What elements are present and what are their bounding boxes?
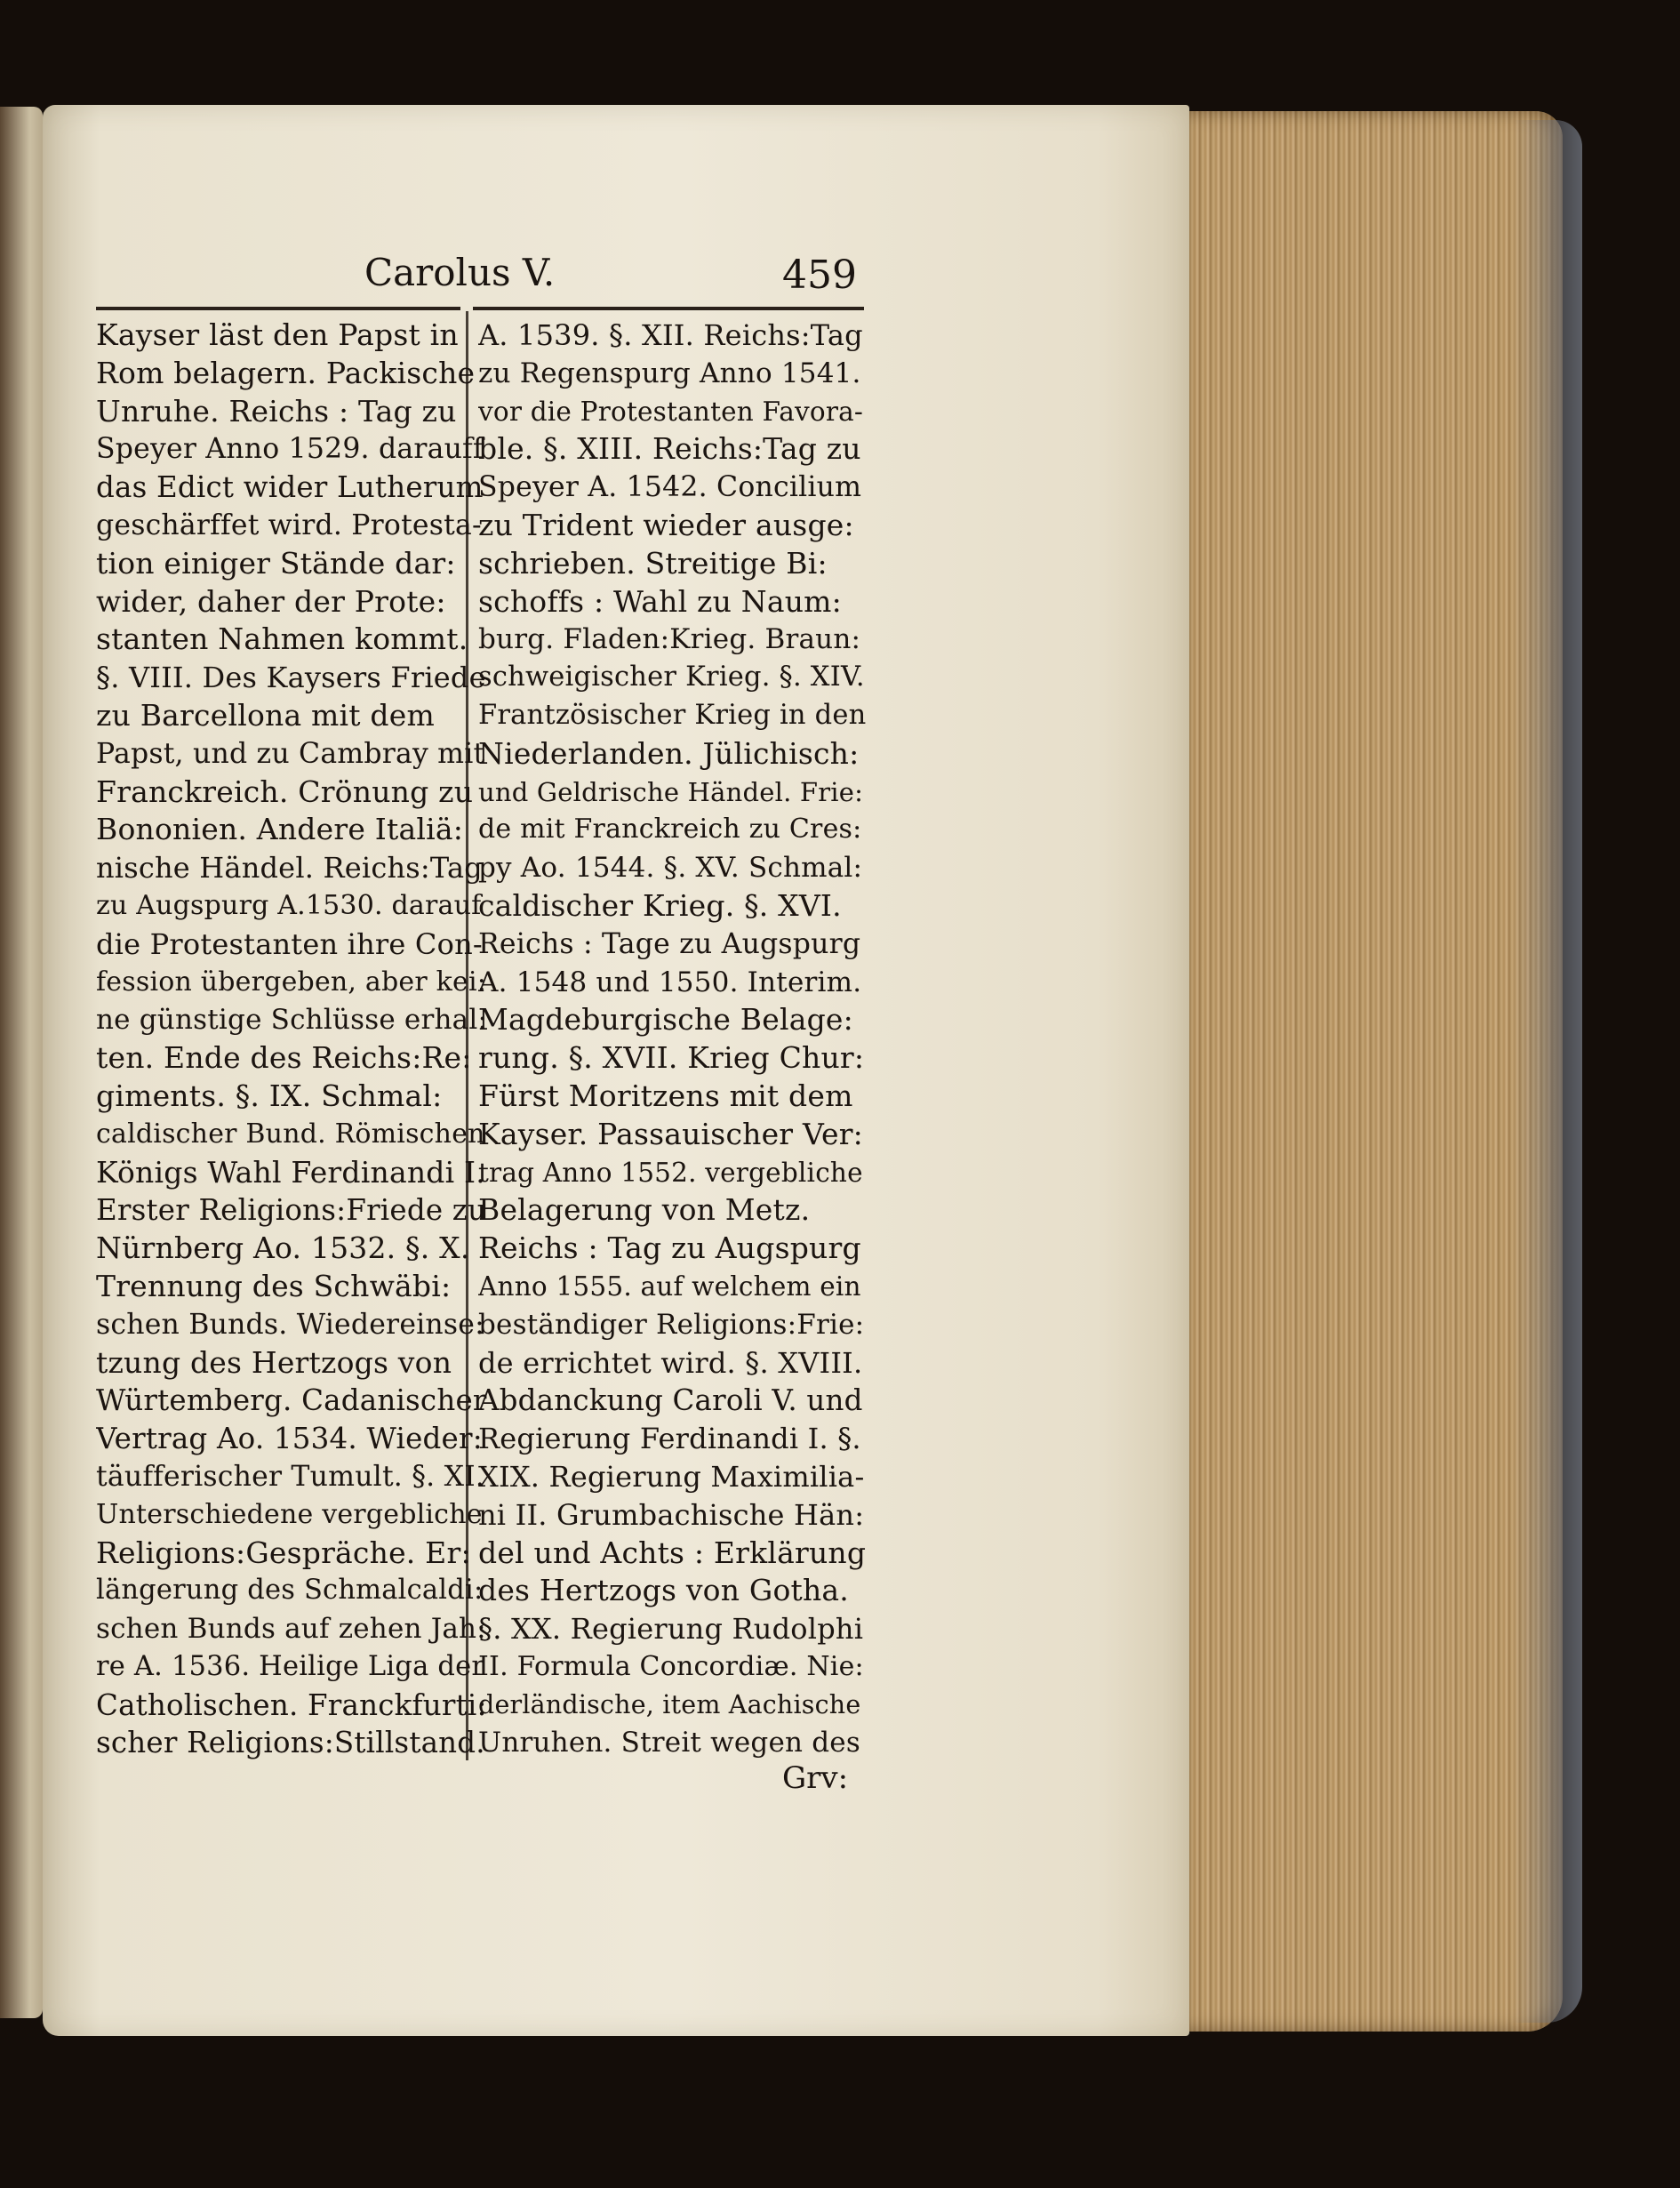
text-line: de errichtet wird. §. XVIII. (478, 1345, 863, 1380)
text-line: Speyer Anno 1529. darauff (96, 433, 484, 466)
text-line: stanten Nahmen kommt. (96, 621, 468, 657)
text-line: XIX. Regierung Maximilia- (478, 1459, 865, 1494)
text-line: py Ao. 1544. §. XV. Schmal: (478, 852, 863, 885)
facing-page-edge (0, 107, 43, 2018)
text-line: Belagerung von Metz. (478, 1192, 811, 1228)
text-line: Anno 1555. auf welchem ein (478, 1270, 861, 1302)
text-line: A. 1539. §. XII. Reichs:Tag (478, 318, 863, 352)
text-line: tzung des Hertzogs von (96, 1344, 452, 1380)
text-line: burg. Fladen:Krieg. Braun: (478, 623, 861, 656)
text-line: Unruhen. Streit wegen des (478, 1727, 860, 1759)
text-line: zu Trident wieder ausge: (478, 507, 854, 542)
text-line: caldischer Bund. Römischen (96, 1118, 485, 1150)
text-line: Erster Religions:Friede zu (96, 1193, 487, 1228)
text-line: Fürst Moritzens mit dem (478, 1078, 853, 1113)
catchword: Grv: (782, 1760, 849, 1796)
text-line: das Edict wider Lutherum (96, 470, 484, 505)
text-line: Papst, und zu Cambray mit (96, 737, 485, 770)
text-line: §. XX. Regierung Rudolphi (478, 1612, 864, 1647)
text-line: beständiger Religions:Frie: (478, 1308, 865, 1341)
text-line: giments. §. IX. Schmal: (96, 1078, 443, 1113)
text-line: Religions:Gespräche. Er: (96, 1535, 471, 1570)
text-line: ble. §. XIII. Reichs:Tag zu (478, 431, 861, 467)
text-line: ten. Ende des Reichs:Re: (96, 1040, 472, 1076)
text-line: Magdeburgische Belage: (478, 1002, 853, 1038)
text-line: Würtemberg. Cadanischer (96, 1383, 487, 1418)
running-title: Carolus V. (364, 251, 556, 294)
text-line: Königs Wahl Ferdinandi I. (96, 1154, 485, 1190)
text-line: geschärffet wird. Protesta- (96, 509, 482, 541)
header-rule-left (96, 307, 460, 310)
text-line: Kayser läst den Papst in (96, 317, 459, 352)
header-rule-right (473, 307, 864, 310)
text-line: zu Barcellona mit dem (96, 697, 435, 733)
text-line: Frantzösischer Krieg in den (478, 699, 866, 731)
text-line: schen Bunds auf zehen Jah: (96, 1613, 486, 1646)
text-line: Abdanckung Caroli V. und (478, 1383, 863, 1418)
text-line: wider, daher der Prote: (96, 583, 446, 619)
text-line: fession übergeben, aber kei: (96, 966, 487, 998)
text-line: Catholischen. Franckfurti: (96, 1687, 487, 1722)
text-line: §. VIII. Des Kaysers Friede (96, 661, 486, 695)
text-line: die Protestanten ihre Con- (96, 926, 483, 961)
text-line: Franckreich. Crönung zu (96, 773, 474, 809)
text-line: Rom belagern. Packische (96, 355, 476, 390)
text-line: scher Religions:Stillstand. (96, 1726, 485, 1760)
book-page-edges (1189, 111, 1563, 2032)
page-header (356, 251, 862, 304)
text-line: del und Achts : Erklärung (478, 1535, 866, 1570)
text-line: vor die Protestanten Favora- (478, 396, 864, 427)
text-line: zu Regenspurg Anno 1541. (478, 357, 861, 389)
text-line: Reichs : Tag zu Augspurg (478, 1230, 861, 1266)
text-column-right (478, 317, 866, 1762)
text-line: caldischer Krieg. §. XVI. (478, 887, 842, 923)
text-column-left (96, 317, 487, 1762)
text-line: nische Händel. Reichs:Tag (96, 851, 483, 886)
text-line: de mit Franckreich zu Cres: (478, 813, 862, 846)
text-line: Nürnberg Ao. 1532. §. X. (96, 1230, 470, 1266)
text-line: derländische, item Aachische (478, 1689, 861, 1719)
text-line: Bononien. Andere Italiä: (96, 812, 464, 847)
text-line: trag Anno 1552. vergebliche (478, 1157, 863, 1188)
text-line: Unruhe. Reichs : Tag zu (96, 393, 457, 429)
page-number: 459 (782, 252, 857, 298)
text-line: re A. 1536. Heilige Liga der (96, 1650, 485, 1682)
text-line: und Geldrische Händel. Frie: (478, 776, 864, 807)
text-line: schrieben. Streitige Bi: (478, 545, 828, 581)
text-line: tion einiger Stände dar: (96, 545, 456, 581)
text-line: II. Formula Concordiæ. Nie: (478, 1650, 864, 1682)
text-line: schoffs : Wahl zu Naum: (478, 583, 842, 619)
text-line: täufferischer Tumult. §. XI. (96, 1460, 485, 1493)
text-line: schen Bunds. Wiedereinse: (96, 1308, 484, 1341)
text-line: Reichs : Tage zu Augspurg (478, 927, 861, 960)
text-line: schweigischer Krieg. §. XIV. (478, 661, 865, 693)
text-line: ni II. Grumbachische Hän: (478, 1497, 865, 1532)
text-line: längerung des Schmalcaldi: (96, 1575, 484, 1607)
book-cover-edge (1511, 120, 1582, 2023)
text-line: des Hertzogs von Gotha. (478, 1573, 849, 1608)
text-line: Speyer A. 1542. Concilium (478, 471, 862, 504)
text-line: A. 1548 und 1550. Interim. (478, 966, 862, 998)
text-line: Unterschiedene vergebliche (96, 1498, 483, 1530)
text-line: ne günstige Schlüsse erhal: (96, 1004, 487, 1037)
text-line: zu Augspurg A.1530. darauf (96, 889, 482, 921)
text-line: Kayser. Passauischer Ver: (478, 1116, 864, 1151)
text-line: Niederlanden. Jülichisch: (478, 735, 860, 771)
text-line: Vertrag Ao. 1534. Wieder: (96, 1422, 483, 1456)
text-line: rung. §. XVII. Krieg Chur: (478, 1040, 865, 1076)
text-line: Trennung des Schwäbi: (96, 1268, 452, 1303)
text-line: Regierung Ferdinandi I. §. (478, 1422, 861, 1456)
